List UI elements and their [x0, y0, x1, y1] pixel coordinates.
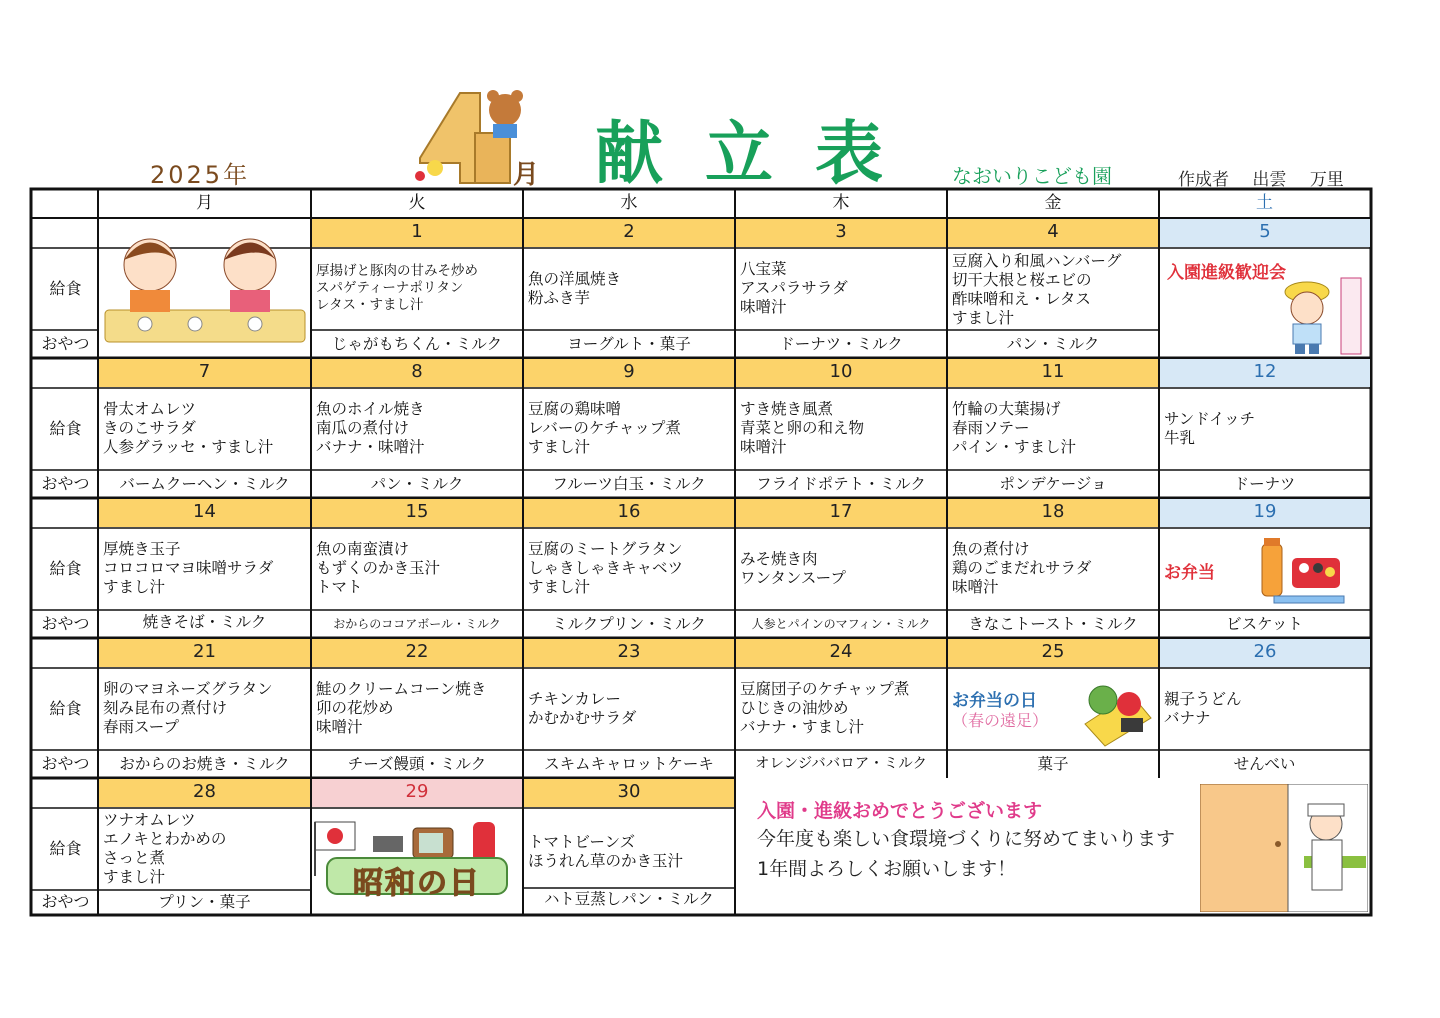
lunch-menu: 親子うどん バナナ — [1164, 690, 1242, 727]
friday-event-cell — [947, 668, 1159, 750]
row-label-snack: おやつ — [41, 754, 90, 773]
event-sublabel: （春の遠足） — [952, 711, 1049, 730]
snack-menu: パン・ミルク — [370, 475, 464, 493]
snack-menu: プリン・菓子 — [158, 893, 251, 911]
school-name: なおいりこども園 — [952, 164, 1112, 188]
lunch-menu: 八宝菜 アスパラサラダ 味噌汁 — [740, 260, 848, 316]
lunch-menu: 魚の煮付け 鶏のごまだれサラダ 味噌汁 — [952, 540, 1092, 596]
snack-menu: スキムキャロットケーキ — [544, 755, 714, 773]
school-child-icon — [1271, 276, 1363, 356]
weekday-tue: 火 — [408, 193, 426, 213]
date-cell-saturday: 19 — [1160, 499, 1370, 527]
row-label-lunch: 給食 — [49, 559, 82, 578]
date-cell-holiday: 29 — [312, 779, 522, 807]
lunch-menu: チキンカレー かむかむサラダ — [528, 690, 637, 727]
weekday-wed: 水 — [620, 193, 638, 213]
lunch-menu: 竹輪の大葉揚げ 春雨ソテー パイン・すまし汁 — [952, 400, 1077, 456]
date-cell: 23 — [524, 639, 734, 667]
lunch-menu: 厚揚げと豚肉の甘みそ炒め スパゲティーナポリタン レタス・すまし汁 — [316, 263, 478, 313]
message-heading: 入園・進級おめでとうございます — [757, 800, 1043, 822]
date-cell: 30 — [524, 779, 734, 807]
cook-at-door-icon — [1200, 784, 1368, 912]
snack-menu: おからのお焼き・ミルク — [119, 755, 290, 773]
message-box — [735, 778, 1370, 914]
lunch-menu: 鮭のクリームコーン焼き 卯の花炒め 味噌汁 — [316, 680, 487, 736]
page-title: 献立表 — [595, 115, 926, 194]
date-cell: 18 — [948, 499, 1158, 527]
author-label: 作成者 — [1178, 170, 1229, 190]
weekday-sat: 土 — [1256, 193, 1273, 213]
date-cell-saturday: 26 — [1160, 639, 1370, 667]
bento-thermos-icon — [1254, 536, 1364, 608]
snack-menu: フライドポテト・ミルク — [756, 475, 926, 493]
date-cell: 16 — [524, 499, 734, 527]
row-label-snack: おやつ — [41, 614, 90, 633]
date-cell: 9 — [524, 359, 734, 387]
lunch-menu: トマトビーンズ ほうれん草のかき玉汁 — [528, 833, 684, 870]
weekday-thu: 木 — [832, 193, 850, 213]
lunch-menu: 魚の南蛮漬け もずくのかき玉汁 トマト — [316, 540, 441, 596]
row-label-snack: おやつ — [41, 892, 90, 911]
snack-menu: じゃがもちくん・ミルク — [331, 335, 503, 353]
row-label-snack: おやつ — [41, 334, 90, 353]
event-label: お弁当の日 — [952, 691, 1037, 711]
row-label-lunch: 給食 — [49, 699, 82, 718]
lunch-menu: 厚焼き玉子 コロコロマヨ味噌サラダ すまし汁 — [103, 540, 274, 596]
date-cell: 2 — [524, 219, 734, 247]
picnic-bento-icon — [1081, 674, 1155, 748]
date-cell: 3 — [736, 219, 946, 247]
row-label-snack: おやつ — [41, 474, 90, 493]
lunch-menu: 魚のホイル焼き 南瓜の煮付け バナナ・味噌汁 — [316, 400, 425, 456]
children-eating-icon — [100, 220, 310, 356]
month-suffix: 月 — [513, 160, 540, 190]
date-cell: 11 — [948, 359, 1158, 387]
date-cell: 28 — [99, 779, 310, 807]
lunch-menu: 卵のマヨネーズグラタン 刻み昆布の煮付け 春雨スープ — [103, 680, 273, 736]
snack-menu: 人参とパインのマフィン・ミルク — [751, 617, 931, 631]
date-cell: 21 — [99, 639, 310, 667]
date-cell-saturday: 5 — [1160, 219, 1370, 247]
snack-menu: ビスケット — [1226, 615, 1303, 633]
saturday-event-cell — [1159, 248, 1370, 358]
lunch-menu: 豆腐入り和風ハンバーグ 切干大根と桜エビの 酢味噌和え・レタス すまし汁 — [952, 252, 1122, 327]
snack-menu: ドーナツ・ミルク — [779, 335, 903, 353]
snack-menu: チーズ饅頭・ミルク — [347, 755, 487, 773]
snack-menu: ハト豆蒸しパン・ミルク — [544, 890, 714, 908]
lunch-menu: 豆腐のミートグラタン しゃきしゃきキャベツ すまし汁 — [528, 540, 684, 596]
date-cell: 7 — [99, 359, 310, 387]
weekday-fri: 金 — [1044, 193, 1062, 213]
date-cell: 4 — [948, 219, 1158, 247]
message-line-2: 1年間よろしくお願いします！ — [757, 858, 1017, 880]
children-eating-illustration — [100, 220, 310, 356]
snack-menu: オレンジババロア・ミルク — [755, 756, 927, 772]
date-cell: 24 — [736, 639, 946, 667]
snack-menu: せんべい — [1233, 755, 1296, 773]
holiday-cell — [311, 808, 523, 914]
lunch-menu: すき焼き風煮 青菜と卵の和え物 味噌汁 — [740, 400, 865, 456]
snack-menu: 菓子 — [1037, 755, 1069, 773]
lunch-menu: 豆腐団子のケチャップ煮 ひじきの油炒め バナナ・すまし汁 — [740, 680, 910, 736]
saturday-event-cell — [1159, 528, 1370, 610]
date-cell: 8 — [312, 359, 522, 387]
date-cell-saturday: 12 — [1160, 359, 1370, 387]
holiday-label: 昭和の日 — [353, 866, 481, 901]
lunch-menu: サンドイッチ 牛乳 — [1164, 410, 1256, 447]
snack-menu: バームクーヘン・ミルク — [119, 475, 290, 493]
event-label: お弁当 — [1164, 563, 1215, 583]
author-name-1: 出雲 — [1252, 170, 1287, 190]
date-cell: 25 — [948, 639, 1158, 667]
lunch-menu: 骨太オムレツ きのこサラダ 人参グラッセ・すまし汁 — [103, 400, 274, 456]
snack-menu: ミルクプリン・ミルク — [552, 615, 706, 633]
date-cell: 22 — [312, 639, 522, 667]
snack-menu: フルーツ白玉・ミルク — [552, 475, 706, 493]
lunch-menu: 豆腐の鶏味噌 レバーのケチャップ煮 すまし汁 — [528, 400, 681, 456]
date-cell: 15 — [312, 499, 522, 527]
lunch-menu: ツナオムレツ エノキとわかめの さっと煮 すまし汁 — [103, 811, 227, 886]
snack-menu: ヨーグルト・菓子 — [567, 335, 691, 353]
date-cell: 17 — [736, 499, 946, 527]
row-label-lunch: 給食 — [49, 279, 82, 298]
snack-menu: きなこトースト・ミルク — [968, 615, 1138, 633]
year-label: 2025年 — [150, 161, 251, 189]
author-name-2: 万里 — [1309, 170, 1344, 190]
weekday-mon: 月 — [196, 193, 213, 213]
snack-menu: パン・ミルク — [1006, 335, 1100, 353]
row-label-lunch: 給食 — [49, 419, 82, 438]
snack-menu: おからのココアボール・ミルク — [333, 617, 501, 631]
snack-menu: ドーナツ — [1233, 475, 1296, 493]
lunch-menu: みそ焼き肉 ワンタンスープ — [740, 550, 846, 587]
event-label: 入園進級歓迎会 — [1167, 263, 1286, 283]
lunch-menu: 魚の洋風焼き 粉ふき芋 — [528, 270, 622, 307]
date-cell: 10 — [736, 359, 946, 387]
snack-menu: ポンデケージョ — [999, 475, 1107, 493]
message-line-1: 今年度も楽しい食環境づくりに努めてまいります — [757, 828, 1176, 850]
date-cell: 14 — [99, 499, 310, 527]
snack-menu: 焼きそば・ミルク — [142, 613, 267, 631]
date-cell: 1 — [312, 219, 522, 247]
row-label-lunch: 給食 — [49, 839, 82, 858]
